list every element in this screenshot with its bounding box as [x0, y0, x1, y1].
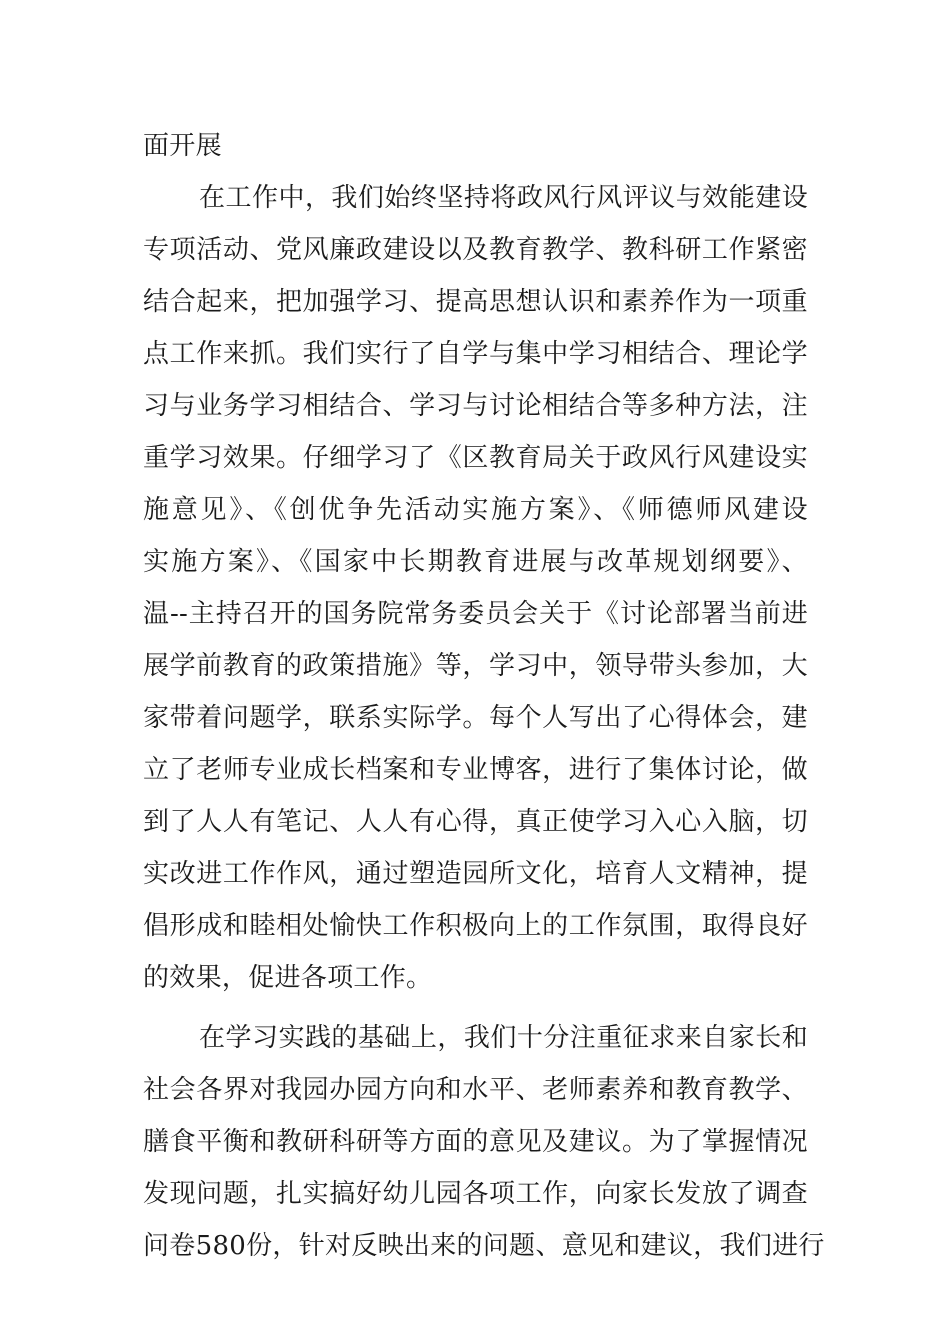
text-line: 重学习效果。仔细学习了《区教育局关于政风行风建设实 [143, 443, 808, 473]
text-line: 专项活动、党风廉政建设以及教育教学、教科研工作紧密 [143, 235, 808, 265]
text-line: 实施方案》、《国家中长期教育进展与改革规划纲要》、 [143, 547, 808, 577]
text-line: 在工作中，我们始终坚持将政风行风评议与效能建设 [199, 183, 808, 213]
text-line: 实改进工作作风，通过塑造园所文化，培育人文精神，提 [143, 859, 808, 889]
text-line: 问卷580份，针对反映出来的问题、意见和建议，我们进行 [143, 1231, 825, 1261]
text-line: 施意见》、《创优争先活动实施方案》、《师德师风建设 [143, 495, 808, 525]
text-line: 倡形成和睦相处愉快工作积极向上的工作氛围，取得良好 [143, 911, 808, 941]
text-line: 膳食平衡和教研科研等方面的意见及建议。为了掌握情况 [143, 1127, 808, 1157]
text-line: 习与业务学习相结合、学习与讨论相结合等多种方法，注 [143, 391, 808, 421]
text-line: 发现问题，扎实搞好幼儿园各项工作，向家长发放了调查 [143, 1179, 808, 1209]
text-line: 到了人人有笔记、人人有心得，真正使学习入心入脑，切 [143, 807, 808, 837]
text-line: 展学前教育的政策措施》等，学习中，领导带头参加，大 [143, 651, 808, 681]
paragraph-gap [143, 1004, 808, 1012]
paragraph-work-study [143, 172, 808, 1004]
text-line: 温--主持召开的国务院常务委员会关于《讨论部署当前进 [143, 599, 808, 629]
text-line: 点工作来抓。我们实行了自学与集中学习相结合、理论学 [143, 339, 808, 369]
text-line: 结合起来，把加强学习、提高思想认识和素养作为一项重 [143, 287, 808, 317]
text-line: 社会各界对我园办园方向和水平、老师素养和教育教学、 [143, 1075, 808, 1105]
paragraph-continuation [143, 120, 808, 172]
paragraph-feedback [143, 1012, 825, 1272]
text-line: 的效果，促进各项工作。 [143, 963, 433, 993]
text-line: 家带着问题学，联系实际学。每个人写出了心得体会，建 [143, 703, 808, 733]
document-body [143, 120, 825, 1272]
text-line: 立了老师专业成长档案和专业博客，进行了集体讨论，做 [143, 755, 808, 785]
text-line: 面开展 [143, 131, 222, 161]
text-line: 在学习实践的基础上，我们十分注重征求来自家长和 [199, 1023, 808, 1053]
